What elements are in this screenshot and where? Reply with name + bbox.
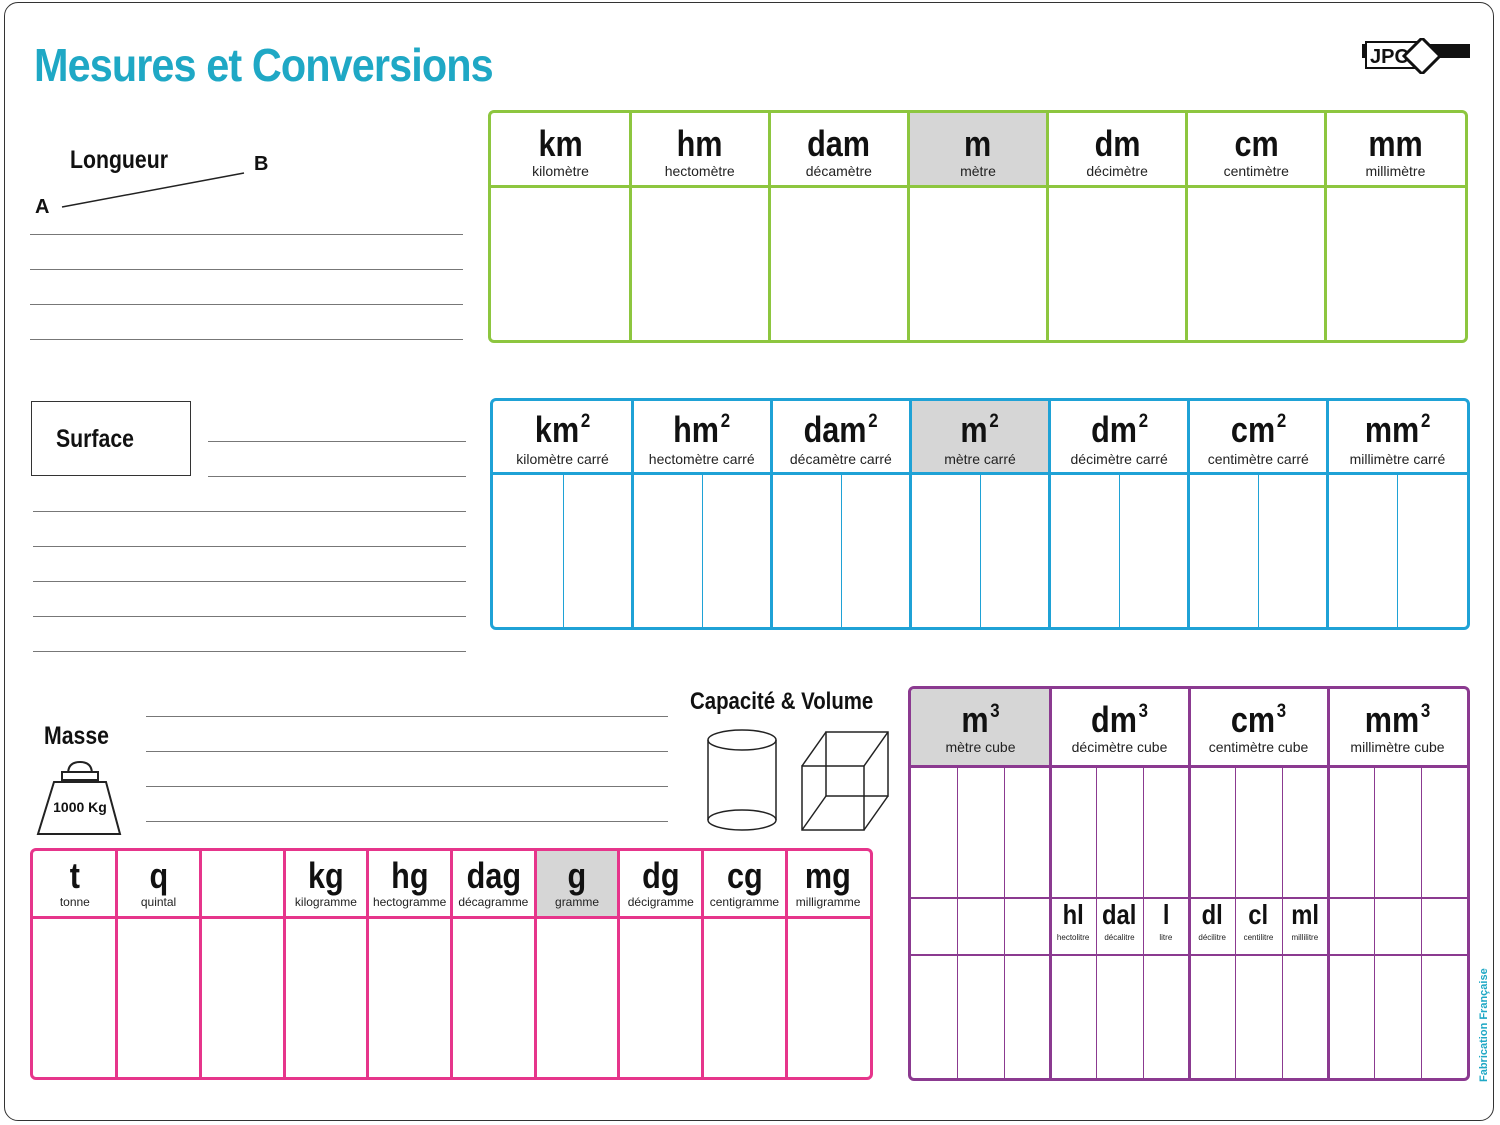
unit-symbol xyxy=(1058,123,1176,165)
unit-symbol-text: q xyxy=(149,855,168,896)
unit-symbol-text: cg xyxy=(726,855,763,896)
unit-header-g xyxy=(535,851,619,916)
unit-name: décigramme xyxy=(627,895,694,909)
unit-symbol-text: mm xyxy=(1364,699,1420,740)
unit-symbol-text: dam xyxy=(803,409,867,450)
capacity-unit-dal xyxy=(1096,897,1142,954)
unit-name: décimètre carré xyxy=(1070,451,1168,467)
surface-table xyxy=(490,398,1470,630)
unit-symbol-text: hm xyxy=(676,123,723,164)
writing-cell[interactable] xyxy=(619,916,703,1077)
unit-name: centimètre cube xyxy=(1208,739,1309,755)
unit-name: millimètre carré xyxy=(1349,451,1446,467)
unit-name: kilogramme xyxy=(294,895,357,909)
writing-cell[interactable] xyxy=(452,916,536,1077)
unit-symbol-text: mm xyxy=(1368,123,1423,164)
unit-header-cm xyxy=(1189,401,1328,472)
writing-line[interactable] xyxy=(146,751,668,752)
unit-header-q xyxy=(117,851,201,916)
writing-cell[interactable] xyxy=(1189,472,1328,627)
writing-cell[interactable] xyxy=(1048,185,1187,340)
unit-power: 2 xyxy=(720,410,731,433)
writing-line[interactable] xyxy=(30,234,463,235)
unit-header-dg xyxy=(619,851,703,916)
writing-cell[interactable] xyxy=(33,916,117,1077)
writing-line[interactable] xyxy=(30,269,463,270)
writing-line[interactable] xyxy=(33,581,466,582)
capacity-unit-l xyxy=(1143,897,1189,954)
unit-symbol-text: kg xyxy=(308,855,344,896)
unit-symbol-text: m xyxy=(964,123,992,164)
unit-header-dam xyxy=(769,113,908,185)
unit-symbol xyxy=(780,123,898,165)
unit-symbol xyxy=(921,409,1039,451)
unit-header-mm xyxy=(1328,689,1467,765)
unit-name: millimètre cube xyxy=(1350,739,1445,755)
unit-symbol-text: t xyxy=(69,855,80,896)
jpc-logo xyxy=(1362,38,1470,74)
writing-cell[interactable] xyxy=(632,472,771,627)
unit-header-mm xyxy=(1326,113,1465,185)
writing-line[interactable] xyxy=(208,476,466,477)
unit-symbol-text: dam xyxy=(807,123,871,164)
unit-header-blank xyxy=(200,851,284,916)
writing-line[interactable] xyxy=(33,511,466,512)
unit-header-km xyxy=(491,113,630,185)
writing-cell[interactable] xyxy=(368,916,452,1077)
writing-cell[interactable] xyxy=(284,916,368,1077)
point-b-label: B xyxy=(254,153,269,175)
unit-header-cm xyxy=(1187,113,1326,185)
cylinder-icon xyxy=(700,726,790,838)
unit-symbol-text: hm xyxy=(673,409,720,450)
weight-icon xyxy=(34,760,126,840)
unit-name: décimètre cube xyxy=(1071,739,1168,755)
writing-cell[interactable] xyxy=(1328,765,1467,1078)
capacity-row-divider xyxy=(911,954,1467,956)
unit-header-kg xyxy=(284,851,368,916)
writing-cell[interactable] xyxy=(769,185,908,340)
unit-name: mètre cube xyxy=(945,739,1016,755)
writing-cell[interactable] xyxy=(200,916,284,1077)
unit-symbol-text: dm xyxy=(1090,409,1137,450)
unit-name: centimètre xyxy=(1223,163,1289,179)
capacity-name: décalitre xyxy=(1104,933,1135,942)
writing-cell[interactable] xyxy=(1328,472,1467,627)
unit-header-dam xyxy=(771,401,910,472)
unit-name: tonne xyxy=(59,895,90,909)
writing-line[interactable] xyxy=(208,441,466,442)
unit-name: millimètre xyxy=(1365,163,1426,179)
unit-symbol-text: m xyxy=(961,699,989,740)
unit-symbol xyxy=(501,123,619,165)
unit-symbol-text: mg xyxy=(805,855,852,896)
unit-header-dm xyxy=(1050,401,1189,472)
unit-symbol-text: dm xyxy=(1094,123,1141,164)
unit-name: kilomètre xyxy=(532,163,589,179)
capacity-unit-hl xyxy=(1050,897,1096,954)
writing-cell[interactable] xyxy=(630,185,769,340)
capacity-name: centilitre xyxy=(1243,933,1274,942)
unit-symbol-text: dg xyxy=(642,855,680,896)
unit-power: 3 xyxy=(1138,700,1148,723)
unit-symbol-text: dag xyxy=(466,855,521,896)
writing-cell[interactable] xyxy=(535,916,619,1077)
mass-table xyxy=(30,848,873,1080)
unit-symbol xyxy=(709,855,780,897)
capacity-symbol: hl xyxy=(1062,899,1084,930)
unit-header-mg xyxy=(786,851,870,916)
unit-header-m xyxy=(911,689,1050,765)
writing-cell[interactable] xyxy=(908,185,1047,340)
unit-symbol-text: km xyxy=(534,409,580,450)
cube-icon xyxy=(796,726,896,836)
capacity-unit-cl xyxy=(1235,897,1281,954)
unit-header-cg xyxy=(703,851,787,916)
page-title: Mesures et Conversions xyxy=(34,39,493,91)
unit-symbol xyxy=(793,855,864,897)
writing-line[interactable] xyxy=(146,786,668,787)
unit-symbol xyxy=(782,409,900,451)
writing-cell[interactable] xyxy=(1326,185,1465,340)
writing-cell[interactable] xyxy=(1050,472,1189,627)
unit-symbol xyxy=(290,855,361,897)
writing-line[interactable] xyxy=(30,304,463,305)
unit-symbol-text: m xyxy=(960,409,989,450)
unit-name: gramme xyxy=(555,895,600,909)
unit-header-dag xyxy=(452,851,536,916)
surface-label: Surface xyxy=(56,425,134,453)
unit-name: décamètre carré xyxy=(789,451,892,467)
unit-power: 2 xyxy=(989,410,1000,433)
longueur-label: Longueur xyxy=(70,146,168,174)
unit-symbol xyxy=(1338,699,1456,741)
unit-name: kilomètre carré xyxy=(516,451,609,467)
unit-symbol xyxy=(1060,409,1178,451)
writing-line[interactable] xyxy=(33,616,466,617)
unit-header-t xyxy=(33,851,117,916)
writing-cell[interactable] xyxy=(910,472,1049,627)
point-a-label: A xyxy=(35,196,50,218)
unit-power: 3 xyxy=(1276,700,1287,723)
unit-power: 2 xyxy=(868,410,878,433)
unit-header-dm xyxy=(1050,689,1189,765)
unit-header-m xyxy=(908,113,1047,185)
unit-name: centimètre carré xyxy=(1207,451,1309,467)
unit-name: décimètre xyxy=(1086,163,1148,179)
capacity-name: décilitre xyxy=(1198,933,1226,942)
unit-symbol xyxy=(541,855,612,897)
unit-symbol-text: cm xyxy=(1230,409,1275,450)
writing-cell[interactable] xyxy=(786,916,870,1077)
unit-symbol xyxy=(123,855,194,897)
unit-power: 2 xyxy=(1276,410,1286,433)
unit-power: 3 xyxy=(1420,700,1431,723)
writing-line[interactable] xyxy=(146,821,668,822)
unit-symbol xyxy=(625,855,696,897)
unit-header-cm xyxy=(1189,689,1328,765)
unit-name: mètre xyxy=(960,163,996,179)
unit-symbol xyxy=(641,123,759,165)
unit-name: décamètre xyxy=(805,163,872,179)
weight-text: 1000 Kg xyxy=(53,799,107,815)
unit-name: décagramme xyxy=(458,895,529,909)
unit-power: 2 xyxy=(1420,410,1431,433)
writing-cell[interactable] xyxy=(911,765,1050,1078)
unit-header-mm xyxy=(1328,401,1467,472)
unit-symbol-text: mm xyxy=(1364,409,1420,450)
unit-header-hm xyxy=(630,113,769,185)
unit-symbol xyxy=(1336,123,1454,165)
unit-header-dm xyxy=(1048,113,1187,185)
unit-symbol xyxy=(1199,409,1317,451)
capacity-symbol: ml xyxy=(1290,899,1319,930)
unit-symbol-text: cm xyxy=(1230,699,1276,740)
unit-symbol xyxy=(1338,409,1456,451)
unit-name: hectogramme xyxy=(372,895,447,909)
writing-cell[interactable] xyxy=(771,472,910,627)
fabrication-note: Fabrication Française xyxy=(1478,968,1490,1082)
capacity-unit-ml xyxy=(1282,897,1328,954)
unit-name: centigramme xyxy=(709,895,780,909)
capacite-label: Capacité & Volume xyxy=(690,688,874,715)
capacity-symbol: dl xyxy=(1201,899,1223,930)
unit-symbol xyxy=(1199,699,1317,741)
writing-line[interactable] xyxy=(33,651,466,652)
unit-name: quintal xyxy=(140,895,177,909)
capacity-name: hectolitre xyxy=(1056,933,1090,942)
unit-header-m xyxy=(910,401,1049,472)
unit-name: hectomètre carré xyxy=(648,451,755,467)
masse-label: Masse xyxy=(44,722,109,750)
unit-symbol xyxy=(374,855,445,897)
writing-cell[interactable] xyxy=(117,916,201,1077)
unit-header-hg xyxy=(368,851,452,916)
volume-table xyxy=(908,686,1470,1081)
unit-symbol-text: dm xyxy=(1091,699,1137,740)
unit-symbol xyxy=(643,409,761,451)
capacity-symbol: l xyxy=(1162,899,1170,930)
unit-symbol xyxy=(921,699,1039,741)
unit-name: milligramme xyxy=(795,895,861,909)
unit-power: 2 xyxy=(580,410,591,433)
unit-symbol-text: km xyxy=(538,123,583,164)
unit-symbol xyxy=(1060,699,1178,741)
unit-symbol xyxy=(503,409,621,451)
writing-cell[interactable] xyxy=(491,185,630,340)
unit-power: 3 xyxy=(990,700,1000,723)
writing-line[interactable] xyxy=(30,339,463,340)
capacity-unit-dl xyxy=(1189,897,1235,954)
unit-name: mètre carré xyxy=(944,451,1016,467)
capacity-symbol: dal xyxy=(1102,899,1137,930)
unit-symbol xyxy=(1197,123,1315,165)
logo-text: JPC xyxy=(1370,46,1409,68)
unit-symbol-text: g xyxy=(567,855,587,896)
segment-ab xyxy=(0,0,300,230)
capacity-name: litre xyxy=(1159,933,1173,942)
capacity-name: millilitre xyxy=(1291,933,1319,942)
unit-symbol xyxy=(458,855,529,897)
unit-symbol xyxy=(919,123,1037,165)
writing-cell[interactable] xyxy=(493,472,632,627)
writing-cell[interactable] xyxy=(1187,185,1326,340)
unit-power: 2 xyxy=(1138,410,1148,433)
capacity-symbol: cl xyxy=(1248,899,1269,930)
writing-line[interactable] xyxy=(146,716,668,717)
unit-header-km xyxy=(493,401,632,472)
length-table xyxy=(488,110,1468,343)
unit-symbol-text: cm xyxy=(1234,123,1279,164)
unit-header-hm xyxy=(632,401,771,472)
writing-cell[interactable] xyxy=(703,916,787,1077)
writing-line[interactable] xyxy=(33,546,466,547)
unit-symbol xyxy=(39,855,110,897)
unit-symbol-text: hg xyxy=(390,855,429,896)
unit-name: hectomètre xyxy=(664,163,735,179)
